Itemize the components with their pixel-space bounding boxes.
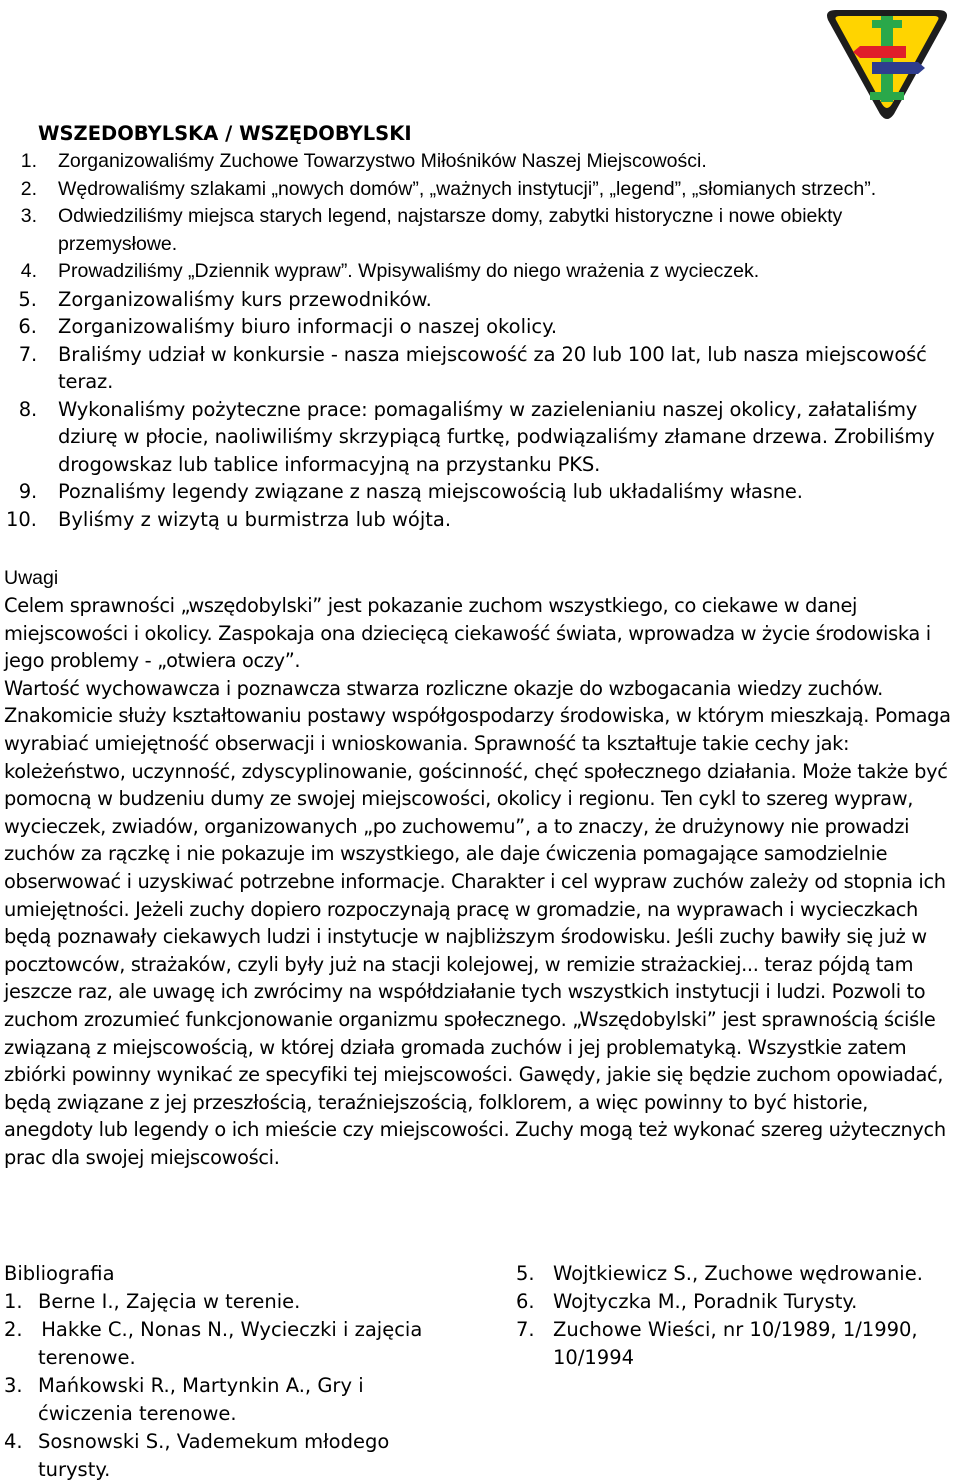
list-item-text: Zorganizowaliśmy biuro informacji o naszej okolicy. <box>58 315 558 338</box>
list-item: 3. Odwiedziliśmy miejsca starych legend, najstarsze domy, zabytki historyczne i nowe obiekty przemysłowe. <box>20 205 843 255</box>
list-item-text: Poznaliśmy legendy związane z naszą miejscowością lub układaliśmy własne. <box>58 480 803 503</box>
task-list <box>0 148 960 533</box>
list-item-text: Byliśmy z wizytą u burmistrza lub wójta. <box>58 507 452 531</box>
bibliography-heading: Bibliografia <box>4 1262 115 1285</box>
bibliography-item: 4. Sosnowski S., Vademekum młodego turysty. <box>4 1430 390 1481</box>
list-item-text: Wykonaliśmy pożyteczne prace: pomagaliśmy w zazielenianiu naszej okolicy, załataliśmy dziurę w płocie, naoliwiliśmy skrzypiącą furtkę, podwiązaliśmy złamane drzewa. Zrobiliśmy drogowskaz lub tablice informacyjną na przystanku PKS. <box>58 397 935 476</box>
bibliography-item: 7. Zuchowe Wieści, nr 10/1989, 1/1990, 10/1994 <box>516 1318 918 1369</box>
list-item-text: Prowadziliśmy „Dziennik wypraw”. Wpisywaliśmy do niego wrażenia z wycieczek. <box>58 260 760 282</box>
list-item-text: Wędrowaliśmy szlakami „nowych domów”, „ważnych instytucji”, „legend”, „słomianych strzech”. <box>58 177 877 200</box>
bibliography-item: 3. Mańkowski R., Martynkin A., Gry i ćwiczenia terenowe. <box>4 1374 364 1425</box>
list-item: 1. Zorganizowaliśmy Zuchowe Towarzystwo Miłośników Naszej Miejscowości. <box>20 150 707 172</box>
list-item: 10. Byliśmy z wizytą u burmistrza lub wójta. <box>5 507 452 531</box>
bibliography-list-left <box>4 1288 424 1484</box>
bibliography-item: 1. Berne I., Zajęcia w terenie. <box>4 1290 301 1313</box>
list-item-text: Odwiedziliśmy miejsca starych legend, najstarsze domy, zabytki historyczne i nowe obiekty przemysłowe. <box>58 205 843 255</box>
bibliography-item: 6. Wojtyczka M., Poradnik Turysty. <box>516 1290 858 1313</box>
list-item-text: Braliśmy udział w konkursie - nasza miejscowość za 20 lub 100 lat, lub nasza miejscowość teraz. <box>58 342 927 393</box>
list-item: 9. Poznaliśmy legendy związane z naszą miejscowością lub układaliśmy własne. <box>18 480 803 503</box>
notes-body <box>4 592 960 1171</box>
list-item-text: Zorganizowaliśmy Zuchowe Towarzystwo Miłośników Naszej Miejscowości. <box>58 150 707 172</box>
list-item-text: Zorganizowaliśmy kurs przewodników. <box>58 287 432 311</box>
bibliography-item: 2. Hakke C., Nonas N., Wycieczki i zajęcia terenowe. <box>4 1318 423 1369</box>
signpost-badge-icon <box>820 6 954 124</box>
bibliography-list-right <box>516 1260 960 1372</box>
list-item: 6. Zorganizowaliśmy biuro informacji o naszej okolicy. <box>18 315 558 338</box>
list-item: 5. Zorganizowaliśmy kurs przewodników. <box>18 287 432 311</box>
list-item: 2. Wędrowaliśmy szlakami „nowych domów”, „ważnych instytucji”, „legend”, „słomianych strzech”. <box>20 177 877 200</box>
bibliography-item: 5. Wojtkiewicz S., Zuchowe wędrowanie. <box>516 1262 923 1285</box>
list-item: 8. Wykonaliśmy pożyteczne prace: pomagaliśmy w zazielenianiu naszej okolicy, załataliśmy dziurę w płocie, naoliwiliśmy skrzypiącą furtkę, podwiązaliśmy złamane drzewa. Zrobiliśmy drogowskaz lub tablice informacyjną na przystanku PKS. <box>18 397 935 476</box>
notes-paragraph: Celem sprawności „wszędobylski” jest pokazanie zuchom wszystkiego, co ciekawe w danej miejscowości i okolicy. Zaspokaja ona dziecięcą ciekawość świata, wprowadza w życie środowiska i jego problemy - „otwiera oczy”. <box>4 594 931 673</box>
notes-heading: Uwagi <box>4 567 59 589</box>
list-item: 7. Braliśmy udział w konkursie - nasza miejscowość za 20 lub 100 lat, lub nasza miejscowość teraz. <box>18 342 927 393</box>
page-title: WSZEDOBYLSKA / WSZĘDOBYLSKI <box>38 122 412 145</box>
list-item: 4. Prowadziliśmy „Dziennik wypraw”. Wpisywaliśmy do niego wrażenia z wycieczek. <box>20 260 760 282</box>
notes-paragraph: Wartość wychowawcza i poznawcza stwarza rozliczne okazje do wzbogacania wiedzy zuchów. Znakomicie służy kształtowaniu postawy współgospodarzy środowiska, w którym mieszkają. Pomaga wyrabiać umiejętność obserwacji i wnioskowania. Sprawność ta kształtuje takie cechy jak: koleżeństwo, uczynność, zdyscyplinowanie, gościnność, chęć społecznego działania. Może także być pomocną w budzeniu dumy ze swojej miejscowości, okolicy i regionu. Ten cykl to szereg wypraw, wycieczek, zwiadów, organizowanych „po zuchowemu”, a to znaczy, że drużynowy nie prowadzi zuchów za rączkę i nie pokazuje im wszystkiego, ale daje ćwiczenia pomagające samodzielnie obserwować i uzyskiwać potrzebne informacje. Charakter i cel wypraw zuchów zależy od stopnia ich umiejętności. Jeżeli zuchy dopiero rozpoczynają pracę w gromadzie, na wyprawach i wycieczkach będą poznawały ciekawych ludzi i instytucje w najbliższym środowisku. Jeśli zuchy bawiły się już w pocztowców, strażaków, czyli były już na stacji kolejowej, w remizie strażackiej... teraz pójdą tam jeszcze raz, ale uwagę ich zwrócimy na współdziałanie tych wszystkich instytucji i ludzi. Pozwoli to zuchom zrozumieć funkcjonowanie organizmu społecznego. „Wszędobylski” jest sprawnością ściśle związaną z miejscowością, w której działa gromada zuchów i jej problematyką. Wszystkie zatem zbiórki powinny wynikać ze specyfiki tej miejscowości. Gawędy, jakie się będzie zuchom opowiadać, będą związane z jej przeszłością, teraźniejszością, folklorem, a więc powinny to być historie, anegdoty lub legendy o ich mieście czy miejscowości. Zuchy mogą też wykonać szereg użytecznych prac dla swojej miejscowości. <box>4 676 951 1169</box>
